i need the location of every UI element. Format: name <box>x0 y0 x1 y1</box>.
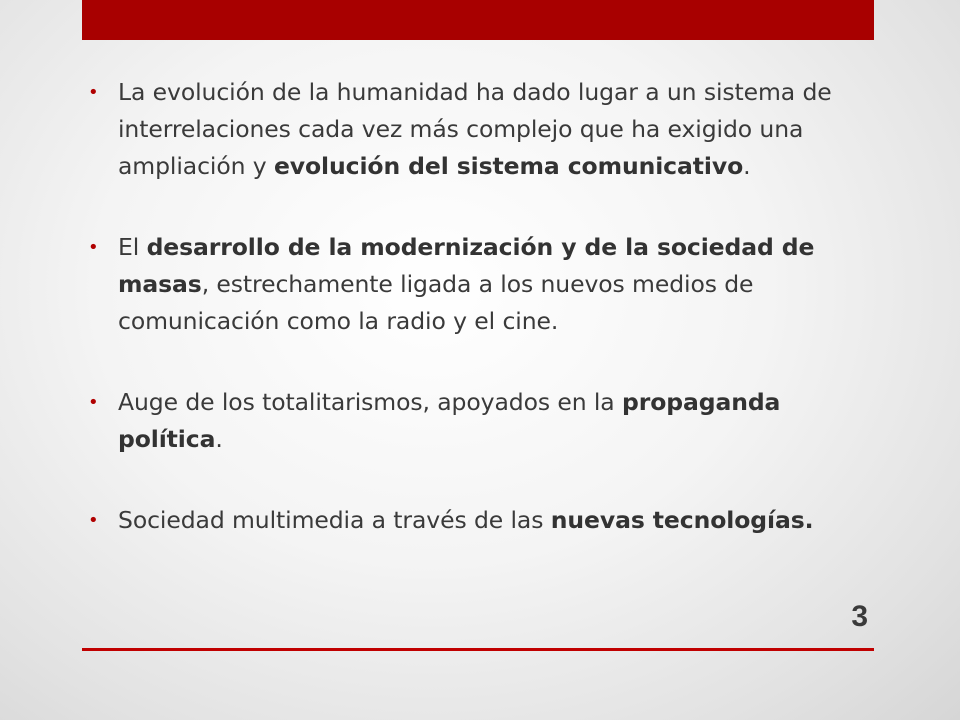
text-run: Sociedad multimedia a través de las <box>118 506 551 534</box>
bold-text-run: propaganda política <box>118 388 781 453</box>
text-run: Auge de los totalitarismos, apoyados en la <box>118 388 622 416</box>
top-accent-bar <box>82 0 874 40</box>
text-run: , estrechamente ligada a los nuevos medios de comunicación como la radio y el cine. <box>118 270 754 335</box>
bullet-text <box>118 233 814 335</box>
bullet-text <box>118 388 780 453</box>
bullet-item <box>84 229 874 340</box>
page-number: 3 <box>851 600 868 633</box>
bullet-item <box>84 384 874 458</box>
text-run: El <box>118 233 147 261</box>
bullet-text <box>118 78 832 180</box>
slide-content <box>84 74 874 539</box>
bold-text-run: nuevas tecnologías. <box>550 506 814 534</box>
bullet-text <box>118 506 813 534</box>
text-run: . <box>215 425 223 453</box>
bold-text-run: desarrollo de la modernización y de la sociedad de masas <box>118 233 815 298</box>
bullet-dot-icon: • <box>88 392 99 413</box>
bullet-dot-icon: • <box>88 237 99 258</box>
bullet-dot-icon: • <box>88 510 99 531</box>
text-run: . <box>743 152 751 180</box>
bottom-divider-line <box>82 648 874 651</box>
bullet-list <box>84 74 874 539</box>
bullet-item <box>84 74 874 185</box>
bold-text-run: evolución del sistema comunicativo <box>273 152 744 180</box>
bullet-item <box>84 502 874 539</box>
text-run: La evolución de la humanidad ha dado lugar a un sistema de interrelaciones cada vez más complejo que ha exigido una ampliación y <box>118 78 832 180</box>
bullet-dot-icon: • <box>88 82 99 103</box>
